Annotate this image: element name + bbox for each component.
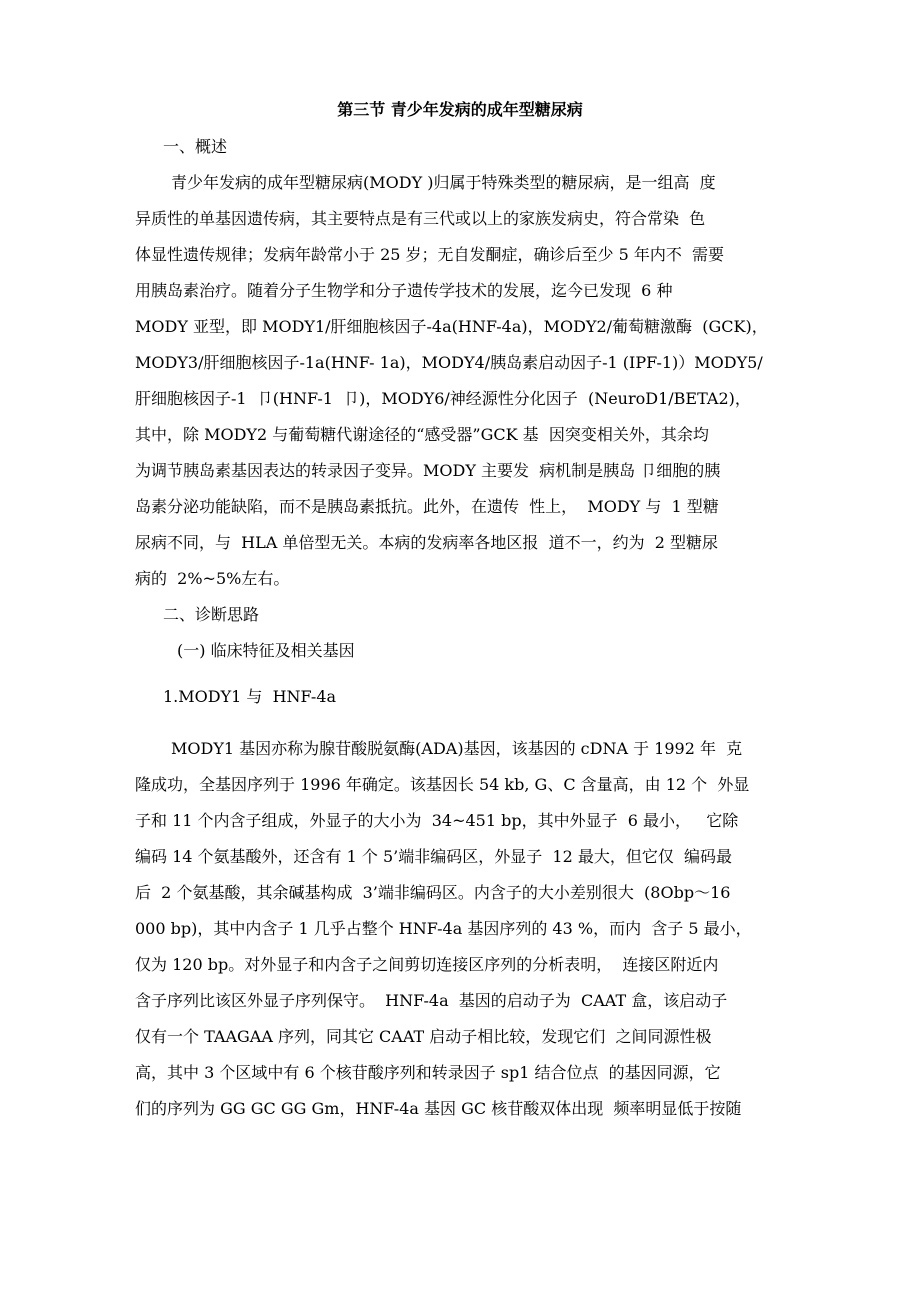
item-heading-mody1: 1.MODY1 与 HNF-4a [163,687,337,706]
paragraph-line: 仅有一个 TAAGAA 序列，同其它 CAAT 启动子相比较，发现它们 之间同源性极 [135,1027,712,1046]
paragraph-line: 高，其中 3 个区域中有 6 个核苷酸序列和转录因子 sp1 结合位点 的基因同源，它 [135,1063,721,1082]
paragraph-line: 为调节胰岛素基因表达的转录因子变异。MODY 主要发 病机制是胰岛 卩细胞的胰 [135,461,721,480]
paragraph-line: 体显性遗传规律；发病年龄常小于 25 岁；无自发酮症，确诊后至少 5 年内不 需要 [135,245,725,264]
page-title: 第三节 青少年发病的成年型糖尿病 [337,100,583,119]
paragraph-line: 青少年发病的成年型糖尿病(MODY )归属于特殊类型的糖尿病，是一组高 度 [171,173,716,192]
paragraph-line: 尿病不同，与 HLA 单倍型无关。本病的发病率各地区报 道不一，约为 2 型糖尿 [135,533,719,552]
paragraph-line: MODY1 基因亦称为腺苷酸脱氨酶(ADA)基因，该基因的 cDNA 于 1992 年 克 [171,739,743,758]
paragraph-line: 后 2 个氨基酸，其余碱基构成 3’端非编码区。内含子的大小差别很大 (8Obp〜16 [135,883,731,902]
paragraph-line: 肝细胞核因子-1 卩(HNF-1 卩)，MODY6/神经源性分化因子 (NeuroD1/BETA2)， [135,389,751,408]
paragraph-line: 其中，除 MODY2 与葡萄糖代谢途径的“感受器”GCK 基 因突变相关外，其余均 [135,425,709,444]
paragraph-line: 用胰岛素治疗。随着分子生物学和分子遗传学技术的发展，迄今已发现 6 种 [135,281,673,300]
paragraph-line: 异质性的单基因遗传病，其主要特点是有三代或以上的家族发病史，符合常染 色 [135,209,706,228]
paragraph-line: 岛素分泌功能缺陷，而不是胰岛素抵抗。此外，在遗传 性上， MODY 与 1 型糖 [135,497,719,516]
paragraph-line: MODY 亚型，即 MODY1/肝细胞核因子-4a(HNF-4a)，MODY2/葡萄糖激酶 (GCK)， [135,317,768,336]
section-heading-overview: 一、概述 [163,137,228,156]
paragraph-line: 隆成功，全基因序列于 1996 年确定。该基因长 54 kb, G、C 含量高，由 12 个 外显 [135,775,750,794]
section-heading-diagnosis: 二、诊断思路 [163,605,260,624]
subsection-heading-clinical: (一) 临床特征及相关基因 [177,641,355,660]
paragraph-line: MODY3/肝细胞核因子-1a(HNF- 1a)，MODY4/胰岛素启动因子-1 (IPF-1)）MODY5/ [135,353,763,372]
paragraph-line: 000 bp)，其中内含子 1 几乎占整个 HNF-4a 基因序列的 43 %，而内 含子 5 最小， [135,919,752,938]
paragraph-line: 子和 11 个内含子组成，外显子的大小为 34~451 bp，其中外显子 6 最小， 它除 [135,811,739,830]
paragraph-line: 们的序列为 GG GC GG Gm，HNF-4a 基因 GC 核苷酸双体出现 频率明显低于按随 [135,1099,742,1118]
paragraph-line: 病的 2%~5%左右。 [135,569,290,588]
paragraph-line: 含子序列比该区外显子序列保守。 HNF-4a 基因的启动子为 CAAT 盒，该启动子 [135,991,728,1010]
paragraph-line: 仅为 120 bp。对外显子和内含子之间剪切连接区序列的分析表明， 连接区附近内 [135,955,719,974]
paragraph-line: 编码 14 个氨基酸外，还含有 1 个 5’端非编码区，外显子 12 最大，但它仅 编码最 [135,847,733,866]
